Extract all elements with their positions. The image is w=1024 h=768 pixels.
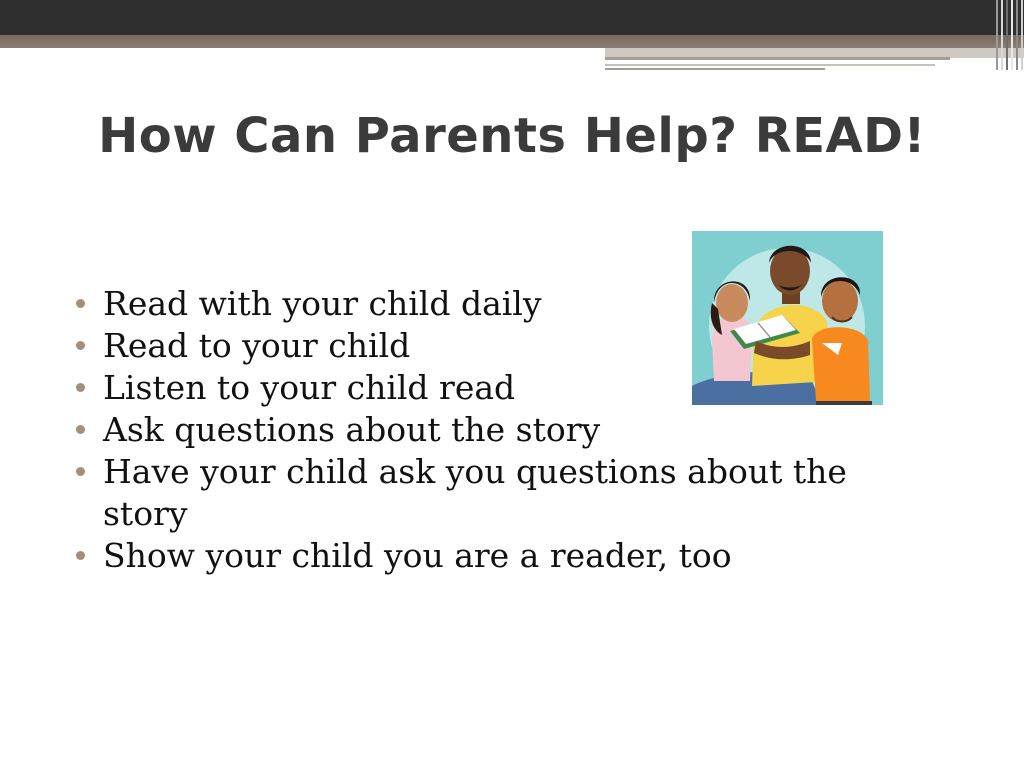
bullet-icon [76,551,85,560]
bullet-icon [76,383,85,392]
decorative-line [605,68,825,70]
list-item-text: Read with your child daily [103,284,542,323]
list-item-text: Read to your child [103,326,411,365]
parent-reading-to-children-clipart [692,231,883,405]
list-item-text: Have your child ask you questions about the story [103,452,847,533]
list-item-text: Listen to your child read [103,368,516,407]
bullet-icon [76,425,85,434]
bullet-icon [76,299,85,308]
slide-title: How Can Parents Help? READ! [98,108,926,164]
bullet-icon [76,467,85,476]
list-item-text: Show your child you are a reader, too [103,536,732,575]
edge-stripes [994,0,1024,70]
top-band-brown [0,35,1024,48]
list-item-text: Ask questions about the story [103,410,601,449]
list-item [74,409,894,451]
decorative-line [605,64,935,66]
bullet-icon [76,341,85,350]
list-item [74,535,894,577]
top-band-dark [0,0,1024,35]
list-item [74,451,894,535]
decorative-line [605,57,950,60]
